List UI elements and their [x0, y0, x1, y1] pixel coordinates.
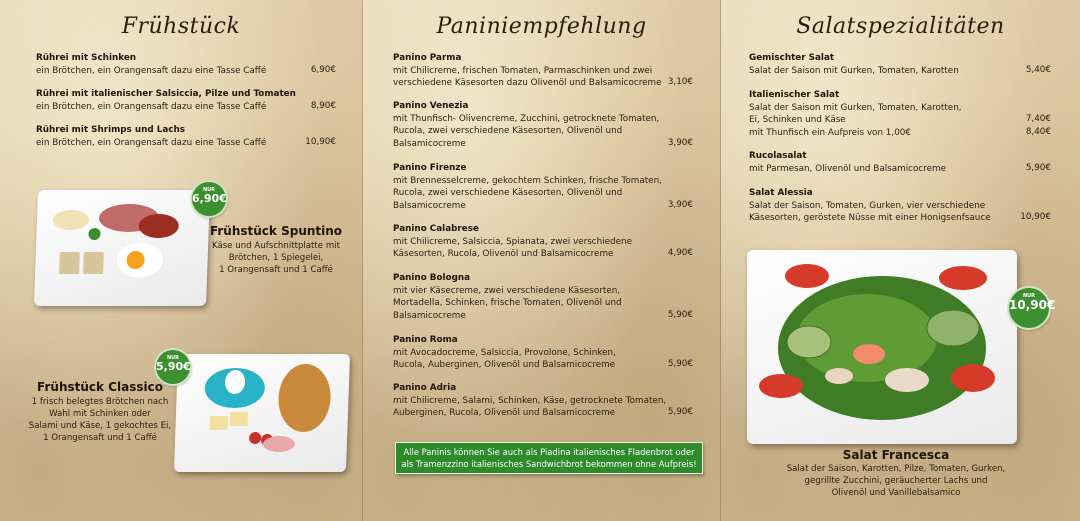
item-desc: ein Brötchen, ein Orangensaft dazu eine Tasse Caffé	[36, 137, 267, 148]
desc-line: Olivenöl und Vanillebalsamico	[831, 488, 961, 498]
menu-item	[393, 52, 683, 90]
menu-item	[749, 89, 1029, 139]
item-price: 5,90€	[667, 359, 693, 369]
spuntino-plate-image	[34, 190, 210, 306]
feature-desc-spuntino	[204, 240, 348, 276]
note-line: als Tramenzzino italienisches Sandwichbrot bekommen ohne Aufpreis!	[401, 459, 697, 469]
classico-plate-image	[174, 354, 350, 472]
item-desc-line: Rucola, zwei verschiedene Käsesorten, Olivenöl und	[393, 188, 623, 199]
menu-item	[36, 52, 316, 77]
item-desc-line: Ei, Schinken und Käse	[749, 115, 846, 126]
note-line: Alle Paninis können Sie auch als Piadina italienisches Fladenbrot oder	[403, 447, 695, 457]
item-desc-line: mit Parmesan, Olivenöl und Balsamicocreme	[749, 163, 947, 174]
desc-line: 1 Orangensaft und 1 Caffé	[43, 433, 157, 443]
price-badge	[1009, 288, 1056, 328]
item-price: 5,40€	[1025, 65, 1051, 75]
item-desc-line: Balsamicocreme	[393, 310, 466, 321]
item-price: 6,90€	[310, 65, 336, 75]
feature-title-spuntino: Frühstück Spuntino	[209, 224, 343, 238]
badge-price: 5,90€	[156, 360, 191, 373]
menu-item	[749, 150, 1029, 175]
item-desc-line: Käsesorten, Rucola, Olivenöl und Balsamicocreme	[393, 249, 614, 260]
item-desc: ein Brötchen, ein Orangensaft dazu eine Tasse Caffé	[36, 65, 267, 76]
item-desc-line: Balsamicocreme	[393, 138, 466, 149]
item-desc-line: mit Thunfisch ein Aufpreis von 1,00€	[749, 127, 911, 138]
item-name: Rucolasalat	[749, 151, 807, 161]
feature-title-classico: Frühstück Classico	[37, 380, 163, 394]
feature-title-francesca: Salat Francesca	[842, 448, 950, 462]
price-badge	[192, 182, 226, 216]
item-price: 5,90€	[1025, 163, 1051, 173]
item-desc-line: mit Chilicreme, frischen Tomaten, Parmaschinken und zwei	[393, 65, 653, 76]
desc-line: Brötchen, 1 Spiegelei,	[228, 253, 324, 263]
item-price: 10,90€	[1020, 212, 1051, 222]
menu-item	[749, 187, 1029, 225]
item-price: 8,40€	[1025, 127, 1051, 137]
badge-price: 6,90€	[192, 192, 227, 205]
item-price: 3,90€	[667, 200, 693, 210]
item-price: 3,10€	[667, 77, 693, 87]
item-desc-line: mit Brennesselcreme, gekochtem Schinken, frische Tomaten,	[393, 175, 662, 186]
desc-line: Wahl mit Schinken oder	[49, 409, 151, 419]
panel-salat	[720, 0, 1080, 521]
item-desc-line: mit Chilicreme, Salami, Schinken, Käse, getrocknete Tomaten,	[393, 395, 667, 406]
spuntino-food-illustration	[34, 190, 210, 306]
item-desc-line: Salat der Saison, Tomaten, Gurken, vier verschiedene	[749, 200, 986, 211]
item-name: Panino Bologna	[393, 273, 471, 283]
desc-line: gegrillte Zucchini, geräucherter Lachs und	[804, 476, 988, 486]
section-title-fruehstueck: Frühstück	[121, 14, 241, 39]
item-name: Rührei mit italienischer Salsiccia, Pilze und Tomaten	[36, 89, 296, 99]
menu-item	[36, 124, 316, 149]
item-desc-line: verschiedene Käsesorten dazu Olivenöl und Balsamicocreme	[393, 78, 662, 89]
menu-item	[393, 100, 683, 150]
menu-item	[36, 88, 316, 113]
item-price: 3,90€	[667, 138, 693, 148]
feature-desc-francesca	[761, 463, 1031, 499]
item-price: 5,90€	[667, 310, 693, 320]
feature-desc-classico	[20, 396, 180, 444]
desc-line: 1 Orangensaft und 1 Caffé	[219, 265, 333, 275]
item-name: Panino Firenze	[393, 163, 467, 173]
item-price: 7,40€	[1025, 114, 1051, 124]
item-desc-line: Rucola, Auberginen, Olivenöl und Balsamicocreme	[393, 360, 616, 371]
item-desc-line: mit vier Käsecreme, zwei verschiedene Käsesorten,	[393, 285, 621, 296]
panini-note-box	[395, 442, 703, 474]
item-price: 10,90€	[305, 137, 336, 147]
item-name: Rührei mit Shrimps und Lachs	[36, 125, 185, 135]
item-price: 8,90€	[310, 101, 336, 111]
item-name: Panino Parma	[393, 53, 462, 63]
item-price: 4,90€	[667, 248, 693, 258]
badge-nur: NUR	[166, 355, 180, 361]
desc-line: Salami und Käse, 1 gekochtes Ei,	[28, 421, 172, 431]
badge-nur: NUR	[1022, 293, 1036, 299]
item-desc-line: Salat der Saison mit Gurken, Tomaten, Karotten	[749, 65, 959, 76]
item-desc-line: Käsesorten, geröstete Nüsse mit einer Honigsenfsauce	[749, 213, 991, 224]
desc-line: 1 frisch belegtes Brötchen nach	[31, 397, 169, 407]
item-name: Rührei mit Schinken	[36, 53, 137, 63]
item-desc-line: Mortadella, Schinken, frische Tomaten, Olivenöl und	[393, 298, 622, 309]
salad-illustration	[747, 250, 1017, 444]
panel-fruehstueck	[0, 0, 362, 521]
item-name: Panino Roma	[393, 335, 458, 345]
price-badge	[156, 350, 190, 384]
item-desc-line: mit Avocadocreme, Salsiccia, Provolone, Schinken,	[393, 347, 616, 358]
item-desc: ein Brötchen, ein Orangensaft dazu eine Tasse Caffé	[36, 101, 267, 112]
item-name: Panino Calabrese	[393, 224, 479, 234]
menu-item	[393, 223, 683, 261]
francesca-plate-image	[747, 250, 1017, 444]
section-title-salat: Salatspezialitäten	[796, 14, 1005, 39]
desc-line: Käse und Aufschnittplatte mit	[212, 241, 340, 251]
menu-item	[393, 272, 683, 322]
item-desc-line: Salat der Saison mit Gurken, Tomaten, Karotten,	[749, 102, 962, 113]
item-desc-line: Rucola, zwei verschiedene Käsesorten, Olivenöl und	[393, 126, 623, 137]
menu-item	[393, 334, 683, 372]
item-price: 5,90€	[667, 407, 693, 417]
menu-item	[749, 52, 1029, 77]
item-desc-line: Balsamicocreme	[393, 200, 466, 211]
item-desc-line: mit Thunfisch- Olivencreme, Zucchini, getrocknete Tomaten,	[393, 113, 660, 124]
item-name: Italienischer Salat	[749, 90, 840, 100]
item-desc-line: Auberginen, Rucola, Olivenöl und Balsamicocreme	[393, 408, 616, 419]
item-name: Gemischter Salat	[749, 53, 835, 63]
item-name: Salat Alessia	[749, 188, 813, 198]
badge-price: 10,90€	[1009, 298, 1056, 312]
badge-nur: NUR	[202, 187, 216, 193]
item-name: Panino Venezia	[393, 101, 469, 111]
classico-food-illustration	[174, 354, 350, 472]
menu-item	[393, 382, 683, 420]
desc-line: Salat der Saison, Karotten, Pilze, Tomaten, Gurken,	[786, 464, 1006, 474]
item-name: Panino Adria	[393, 383, 457, 393]
menu-item	[393, 162, 683, 212]
section-title-panini: Paniniempfehlung	[436, 14, 647, 39]
item-desc-line: mit Chilicreme, Salsiccia, Spianata, zwei verschiedene	[393, 236, 633, 247]
panel-panini	[362, 0, 720, 521]
